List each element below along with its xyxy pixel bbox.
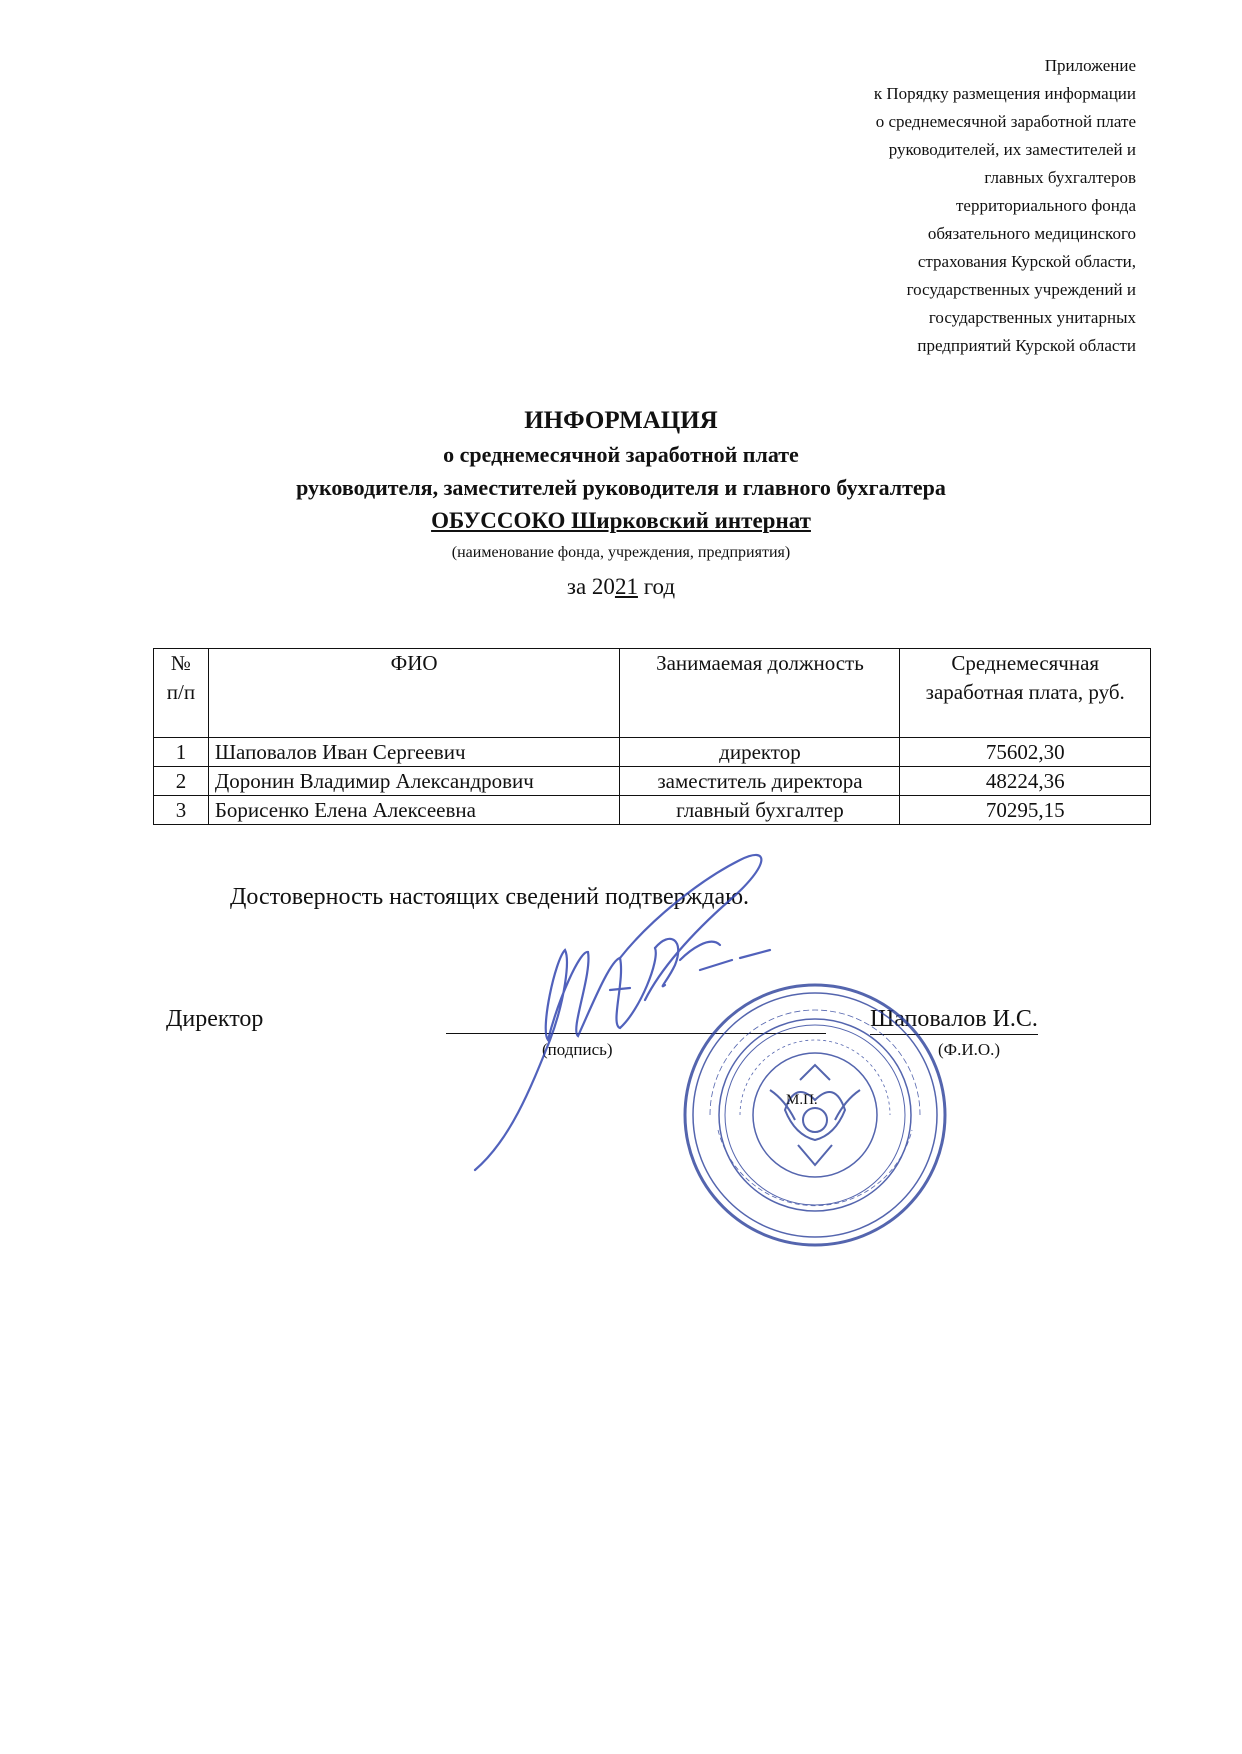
- cell-position: директор: [620, 738, 900, 767]
- period-year-suffix: 21: [614, 574, 638, 599]
- handwritten-signature: [470, 840, 830, 1180]
- header-average-salary: Среднемесячная заработная плата, руб.: [900, 649, 1151, 738]
- cell-salary: 70295,15: [900, 796, 1151, 825]
- table-row: [154, 738, 1151, 767]
- appendix-line: государственных унитарных: [928, 308, 1136, 327]
- cell-number: 1: [154, 738, 209, 767]
- seal-label: М.П.: [786, 1092, 818, 1108]
- table-row: [154, 767, 1151, 796]
- document-subtitle-line-2: руководителя, заместителей руководителя и главного бухгалтера: [296, 475, 946, 500]
- signature-caption: (подпись): [542, 1040, 613, 1059]
- cell-full-name: Шаповалов Иван Сергеевич: [208, 738, 620, 767]
- appendix-header: [716, 52, 1136, 360]
- cell-position: главный бухгалтер: [620, 796, 900, 825]
- document-subtitle-line-1: о среднемесячной заработной плате: [443, 442, 799, 467]
- appendix-line: Приложение: [1044, 56, 1136, 75]
- period-prefix: за 20: [566, 574, 615, 599]
- signatory-name: Шаповалов И.С.: [870, 1004, 1038, 1035]
- cell-number: 2: [154, 767, 209, 796]
- appendix-line: обязательного медицинского: [927, 224, 1136, 243]
- name-caption: (Ф.И.О.): [938, 1040, 1001, 1059]
- appendix-line: главных бухгалтеров: [984, 168, 1136, 187]
- report-period: [0, 570, 1242, 604]
- title-block: [0, 404, 1242, 604]
- appendix-line: руководителей, их заместителей и: [888, 140, 1136, 159]
- appendix-line: к Порядку размещения информации: [873, 84, 1136, 103]
- document-title: ИНФОРМАЦИЯ: [524, 407, 718, 434]
- salary-table: [153, 648, 1151, 825]
- appendix-line: территориального фонда: [955, 196, 1136, 215]
- appendix-line: о среднемесячной заработной плате: [875, 112, 1136, 131]
- cell-full-name: Борисенко Елена Алексеевна: [208, 796, 620, 825]
- organization-caption: (наименование фонда, учреждения, предприятия): [451, 544, 791, 561]
- cell-full-name: Доронин Владимир Александрович: [208, 767, 620, 796]
- confirmation-statement: Достоверность настоящих сведений подтверждаю.: [230, 884, 750, 910]
- cell-number: 3: [154, 796, 209, 825]
- cell-position: заместитель директора: [620, 767, 900, 796]
- appendix-line: государственных учреждений и: [906, 280, 1136, 299]
- header-position: Занимаемая должность: [620, 649, 900, 738]
- table-row: [154, 796, 1151, 825]
- organization-name: ОБУССОКО Ширковский интернат: [431, 508, 811, 533]
- signatory-role: Директор: [166, 1006, 264, 1032]
- appendix-line: предприятий Курской области: [917, 336, 1136, 355]
- period-suffix: год: [637, 574, 676, 599]
- appendix-line: страхования Курской области,: [917, 252, 1136, 271]
- cell-salary: 75602,30: [900, 738, 1151, 767]
- header-full-name: ФИО: [208, 649, 620, 738]
- cell-salary: 48224,36: [900, 767, 1151, 796]
- table-header-row: [154, 649, 1151, 738]
- header-number: № п/п: [154, 649, 209, 738]
